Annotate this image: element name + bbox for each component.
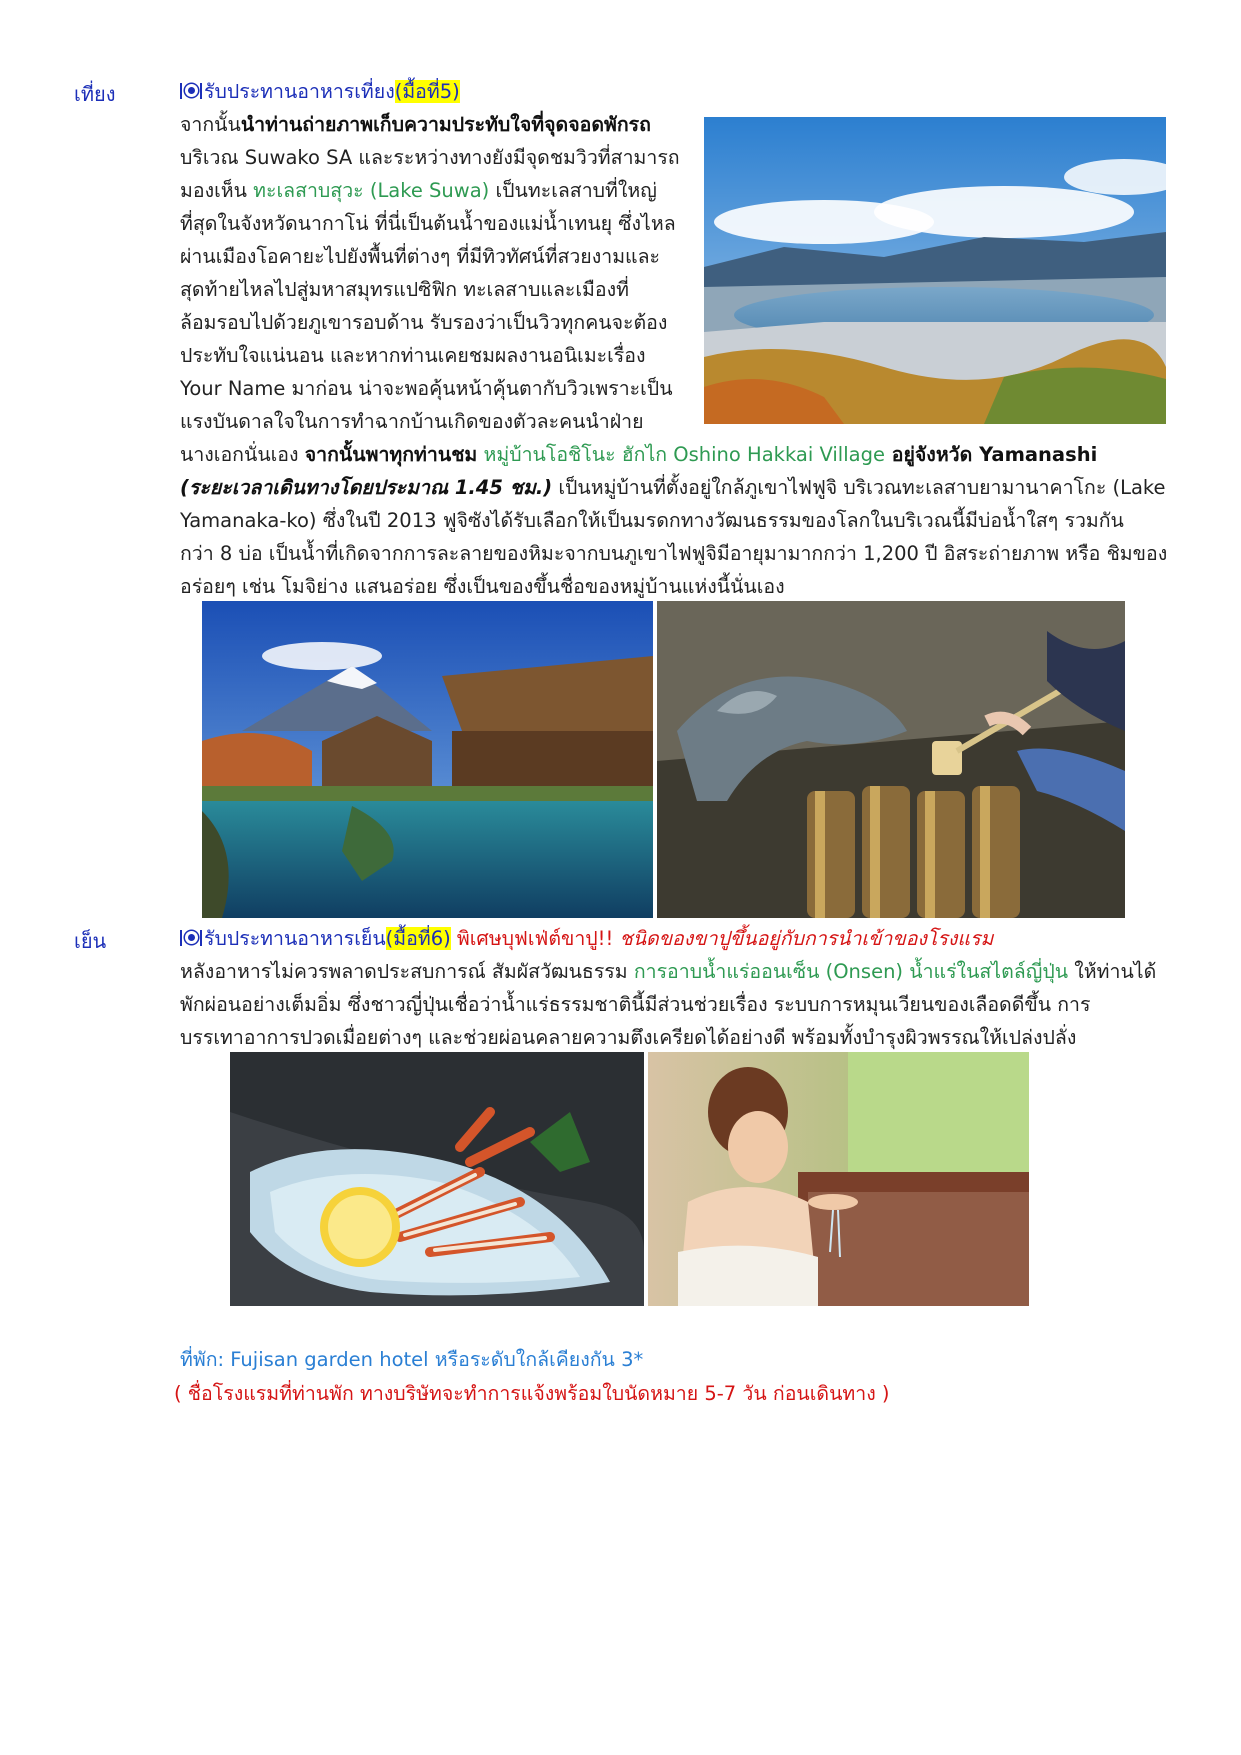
hotel-line: ที่พัก: Fujisan garden hotel หรือระดับใกล้เคียงกัน 3*: [180, 1348, 644, 1371]
lunch-meal-line: [180, 75, 460, 108]
lake-suwa-name: ทะเลสาบสุวะ (Lake Suwa): [253, 179, 490, 202]
oshino-village-photo: [202, 601, 653, 918]
dragon-fountain-photo: [657, 601, 1125, 918]
lunch-paragraph-line: Yamanaka-ko) ซึ่งในปี 2013 ฟูจิซังได้รับเลือกให้เป็นมรดกทางวัฒนธรรมของโลกในบริเวณนี้มีบ่อน้ำใสๆ รวมกัน: [180, 509, 1124, 532]
lunch-paragraph-line: แรงบันดาลใจในการทำฉากบ้านเกิดของตัวละคนนำฝ่าย: [180, 410, 644, 433]
lunch-paragraph-line: จากนั้นนำท่านถ่ายภาพเก็บความประทับใจที่จุดจอดพักรถ: [180, 113, 651, 136]
lunch-paragraph-line: ล้อมรอบไปด้วยภูเขารอบด้าน รับรองว่าเป็นวิวทุกคนจะต้อง: [180, 311, 668, 334]
dinner-paragraph-line: บรรเทาอาการปวดเมื่อยต่างๆ และช่วยผ่อนคลายความตึงเครียดได้อย่างดี พร้อมทั้งบำรุงผิวพรรณให้เปล่งปลั่ง: [180, 1026, 1077, 1049]
oshino-hakkai-name: หมู่บ้านโอชิโนะ ฮักไก Oshino Hakkai Village: [477, 443, 885, 466]
lunch-paragraph-line: มองเห็น ทะเลสาบสุวะ (Lake Suwa) เป็นทะเลสาบที่ใหญ่: [180, 179, 657, 202]
meal-icon: [180, 929, 200, 947]
dinner-meal-number: (มื้อที่6): [385, 927, 451, 950]
dinner-meal-text: รับประทานอาหารเย็น: [204, 927, 386, 950]
dinner-paragraph-line: หลังอาหารไม่ควรพลาดประสบการณ์ สัมผัสวัฒนธรรม การอาบน้ำแร่ออนเซ็น (Onsen) น้ำแร่ในสไตล์ญี่ปุ่น ให้ท่านได้: [180, 960, 1157, 983]
lunch-paragraph-line: อร่อยๆ เช่น โมจิย่าง แสนอร่อย ซึ่งเป็นของขึ้นชื่อของหมู่บ้านแห่งนี้นั่นเอง: [180, 575, 785, 598]
time-label-dinner: เย็น: [74, 929, 107, 953]
lunch-paragraph-line: ผ่านเมืองโอคายะไปยังพื้นที่ต่างๆ ที่มีทิวทัศน์ที่สวยงามและ: [180, 245, 661, 268]
onsen-woman-photo: [648, 1052, 1029, 1306]
travel-time-note: (ระยะเวลาเดินทางโดยประมาณ 1.45 ชม.): [180, 476, 553, 499]
lunch-meal-text: รับประทานอาหารเที่ยง: [204, 80, 395, 103]
lunch-bold-phrase: นำท่านถ่ายภาพเก็บความประทับใจที่จุดจอดพักรถ: [240, 113, 651, 136]
lunch-paragraph-line: ประทับใจแน่นอน และหากท่านเคยชมผลงานอนิเมะเรื่อง: [180, 344, 646, 367]
dinner-paragraph-line: พักผ่อนอย่างเต็มอิ่ม ซึ่งชาวญี่ปุ่นเชื่อว่าน้ำแร่ธรรมชาตินี้มีส่วนช่วยเรื่อง ระบบการหมุนเวียนของเลือดดีขึ้น การ: [180, 993, 1091, 1016]
onsen-name: การอาบน้ำแร่ออนเซ็น (Onsen) น้ำแร่ในสไตล์ญี่ปุ่น: [633, 960, 1069, 983]
lunch-paragraph-line: บริเวณ Suwako SA และระหว่างทางยังมีจุดชมวิวที่สามารถ: [180, 146, 680, 169]
lunch-paragraph-line: กว่า 8 บ่อ เป็นน้ำที่เกิดจากการละลายของหิมะจากบนภูเขาไฟฟูจิมีอายุมามากกว่า 1,200 ปี อิสระถ่ายภาพ หรือ ชิมของ: [180, 542, 1168, 565]
meal-icon: [180, 82, 200, 100]
lunch-paragraph-line: (ระยะเวลาเดินทางโดยประมาณ 1.45 ชม.) เป็นหมู่บ้านที่ตั้งอยู่ใกล้ภูเขาไฟฟูจิ บริเวณทะเลสาบยามานาคาโกะ (Lake: [180, 476, 1166, 499]
lunch-paragraph-line: ที่สุดในจังหวัดนากาโน่ ที่นี่เป็นต้นน้ำของแม่น้ำเทนยุ ซึ่งไหล: [180, 212, 676, 235]
crab-type-note: ชนิดของขาปูขึ้นอยู่กับการนำเข้าของโรงแรม: [613, 927, 994, 950]
lunch-paragraph-line: สุดท้ายไหลไปสู่มหาสมุทรแปซิฟิก ทะเลสาบและเมืองที่: [180, 278, 629, 301]
lunch-meal-number: (มื้อที่5): [394, 80, 460, 103]
lunch-paragraph-line: นางเอกนั่นเอง จากนั้นพาทุกท่านชม หมู่บ้านโอชิโนะ ฮักไก Oshino Hakkai Village อยู่จังหวัด Yamanashi: [180, 443, 1098, 466]
time-label-lunch: เที่ยง: [74, 82, 116, 106]
hotel-note: ( ชื่อโรงแรมที่ท่านพัก ทางบริษัทจะทำการแจ้งพร้อมใบนัดหมาย 5-7 วัน ก่อนเดินทาง ): [174, 1382, 890, 1405]
crab-legs-photo: [230, 1052, 644, 1306]
crab-buffet-special: พิเศษบุฟเฟ่ต์ขาปู!!: [450, 927, 614, 950]
dinner-meal-line: [180, 922, 993, 955]
lake-suwa-photo: [704, 117, 1166, 424]
lunch-paragraph-line: Your Name มาก่อน น่าจะพอคุ้นหน้าคุ้นตากับวิวเพราะเป็น: [180, 377, 673, 400]
